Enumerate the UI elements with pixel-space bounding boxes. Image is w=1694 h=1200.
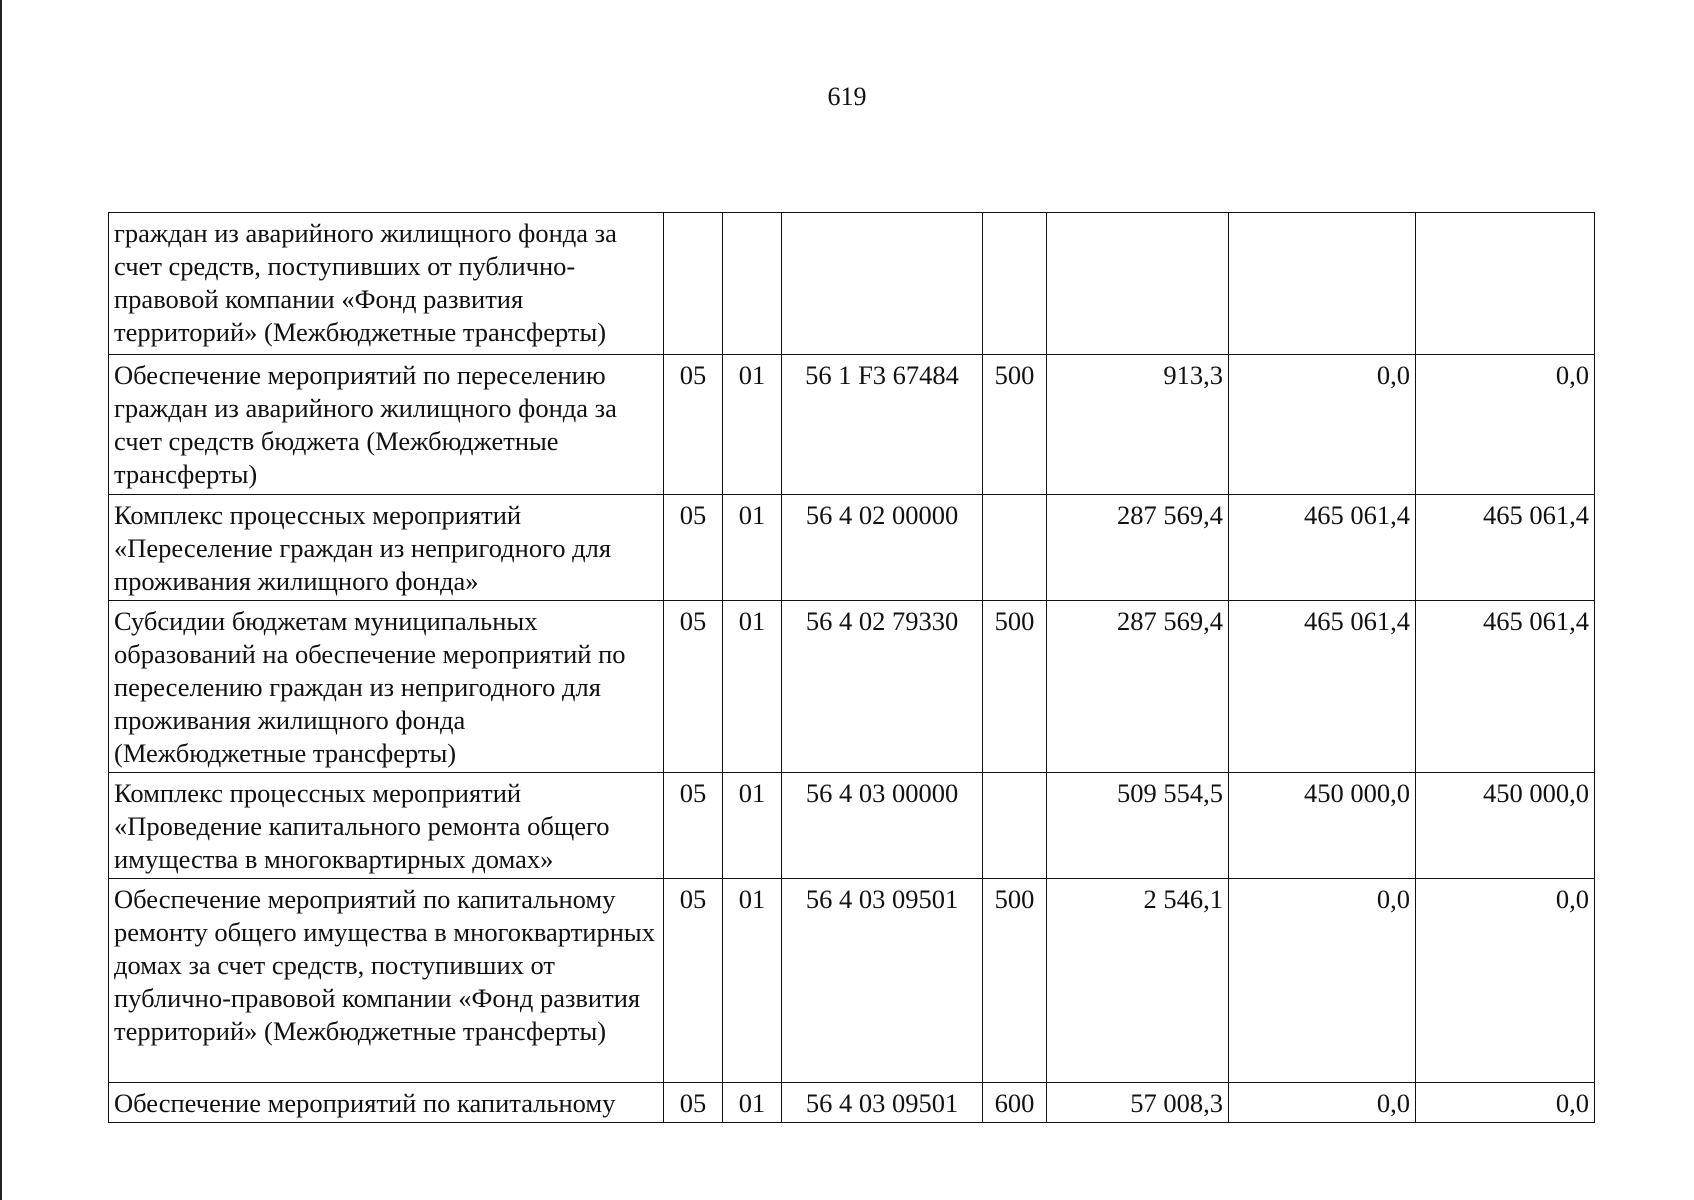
table-row [109, 879, 1595, 1083]
row-amount-year-1: 913,3 [1047, 355, 1229, 495]
table-row [109, 355, 1595, 495]
row-expense-type: 500 [983, 355, 1047, 495]
row-subsection: 01 [723, 495, 782, 601]
row-amount-year-3: 0,0 [1416, 879, 1595, 1083]
row-subsection: 01 [723, 355, 782, 495]
row-name: Комплекс процессных мероприятий «Переселение граждан из непригодного для проживания жилищного фонда» [109, 495, 664, 601]
row-amount-year-2: 0,0 [1229, 879, 1416, 1083]
row-name: Комплекс процессных мероприятий «Проведение капитального ремонта общего имущества в многоквартирных домах» [109, 773, 664, 879]
row-target-article: 56 1 F3 67484 [782, 355, 983, 495]
row-name: Субсидии бюджетам муниципальных образований на обеспечение мероприятий по переселению граждан из непригодного для проживания жилищного фонда (Межбюджетные трансферты) [109, 601, 664, 773]
row-expense-type: 500 [983, 601, 1047, 773]
row-amount-year-1: 287 569,4 [1047, 495, 1229, 601]
row-name: Обеспечение мероприятий по капитальному [109, 1083, 664, 1123]
row-section [664, 213, 723, 355]
row-amount-year-3: 465 061,4 [1416, 495, 1595, 601]
row-section: 05 [664, 1083, 723, 1123]
row-expense-type [983, 213, 1047, 355]
row-section: 05 [664, 773, 723, 879]
row-target-article: 56 4 03 09501 [782, 1083, 983, 1123]
row-section: 05 [664, 879, 723, 1083]
row-amount-year-1: 2 546,1 [1047, 879, 1229, 1083]
table-row [109, 213, 1595, 355]
table-row [109, 601, 1595, 773]
row-amount-year-2: 0,0 [1229, 355, 1416, 495]
row-amount-year-2: 465 061,4 [1229, 495, 1416, 601]
row-expense-type [983, 773, 1047, 879]
row-subsection: 01 [723, 601, 782, 773]
row-amount-year-3: 450 000,0 [1416, 773, 1595, 879]
row-target-article: 56 4 02 00000 [782, 495, 983, 601]
row-amount-year-1: 509 554,5 [1047, 773, 1229, 879]
row-name: Обеспечение мероприятий по переселению граждан из аварийного жилищного фонда за счет средств бюджета (Межбюджетные трансферты) [109, 355, 664, 495]
row-target-article: 56 4 02 79330 [782, 601, 983, 773]
budget-table [108, 212, 1595, 1123]
row-target-article: 56 4 03 09501 [782, 879, 983, 1083]
table-row [109, 495, 1595, 601]
row-expense-type [983, 495, 1047, 601]
row-amount-year-2 [1229, 213, 1416, 355]
row-target-article [782, 213, 983, 355]
row-amount-year-3: 465 061,4 [1416, 601, 1595, 773]
row-section: 05 [664, 355, 723, 495]
row-expense-type: 600 [983, 1083, 1047, 1123]
row-subsection [723, 213, 782, 355]
row-target-article: 56 4 03 00000 [782, 773, 983, 879]
row-subsection: 01 [723, 773, 782, 879]
row-expense-type: 500 [983, 879, 1047, 1083]
row-amount-year-2: 450 000,0 [1229, 773, 1416, 879]
row-amount-year-3: 0,0 [1416, 1083, 1595, 1123]
table-row [109, 1083, 1595, 1123]
row-amount-year-1 [1047, 213, 1229, 355]
table-row [109, 773, 1595, 879]
row-amount-year-2: 465 061,4 [1229, 601, 1416, 773]
row-amount-year-3: 0,0 [1416, 355, 1595, 495]
scan-edge-line [0, 0, 2, 1200]
row-section: 05 [664, 495, 723, 601]
row-section: 05 [664, 601, 723, 773]
row-amount-year-1: 57 008,3 [1047, 1083, 1229, 1123]
row-name: Обеспечение мероприятий по капитальному ремонту общего имущества в многоквартирных домах за счет средств, поступивших от публично-правовой компании «Фонд развития территорий» (Межбюджетные трансферты) [109, 879, 664, 1083]
row-amount-year-2: 0,0 [1229, 1083, 1416, 1123]
row-name: граждан из аварийного жилищного фонда за счет средств, поступивших от публично-правовой компании «Фонд развития территорий» (Межбюджетные трансферты) [109, 213, 664, 355]
row-amount-year-1: 287 569,4 [1047, 601, 1229, 773]
row-subsection: 01 [723, 1083, 782, 1123]
row-amount-year-3 [1416, 213, 1595, 355]
page-number: 619 [827, 82, 867, 111]
row-subsection: 01 [723, 879, 782, 1083]
